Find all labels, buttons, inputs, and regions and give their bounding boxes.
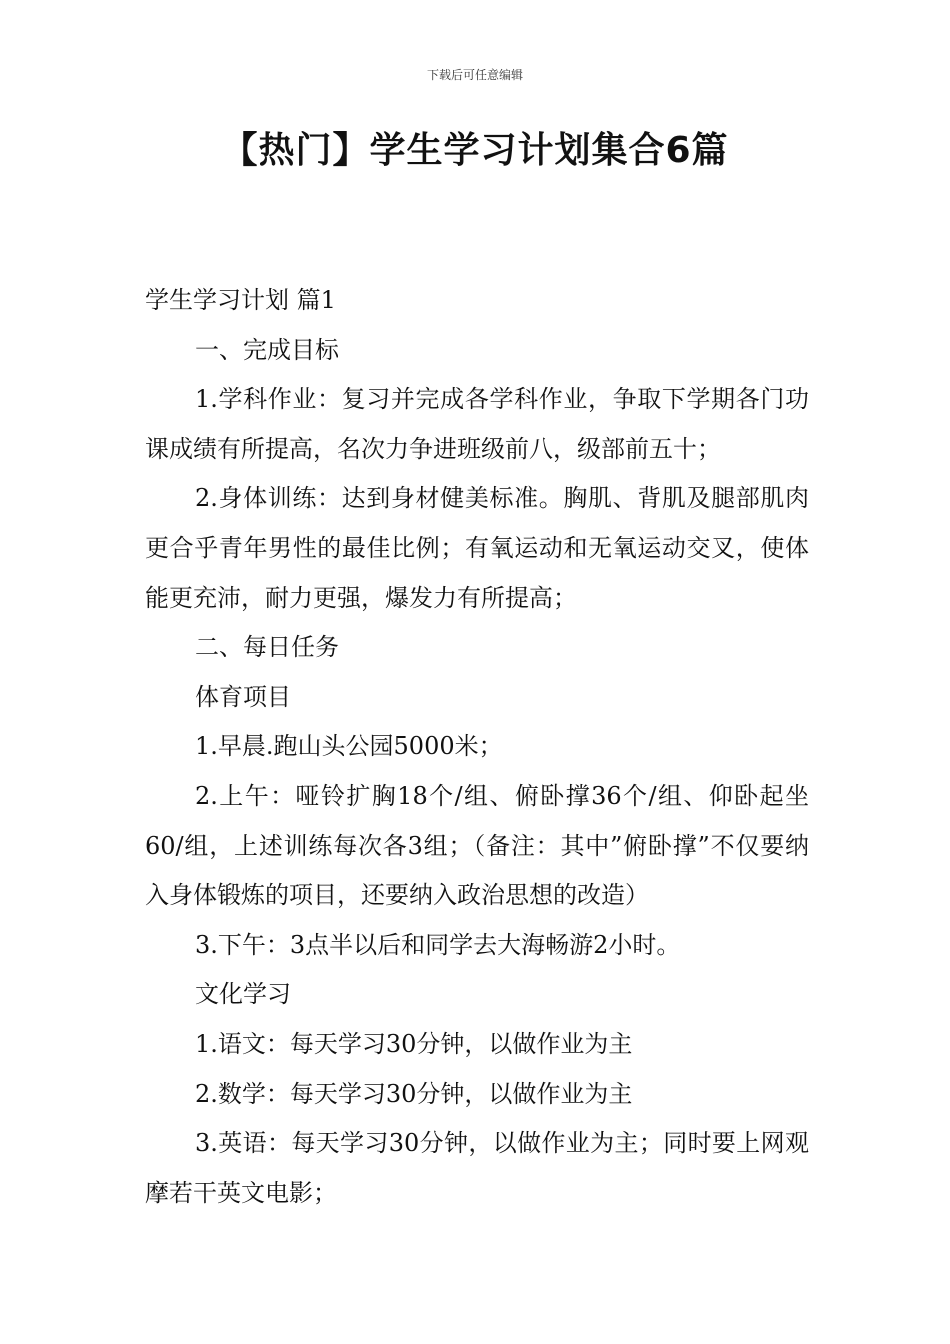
document-body bbox=[145, 276, 809, 1218]
paragraph-chinese: 1.语文：每天学习30分钟，以做作业为主 bbox=[195, 1029, 633, 1058]
paragraph-math: 2.数学：每天学习30分钟，以做作业为主 bbox=[195, 1079, 633, 1108]
section-heading: 学生学习计划 篇1 bbox=[145, 286, 336, 314]
document-title: 【热门】学生学习计划集合6篇 bbox=[221, 130, 729, 171]
paragraph-english: 3.英语：每天学习30分钟，以做作业为主；同时要上网观摩若干英文电影； bbox=[145, 1129, 809, 1207]
subheading-goals: 一、完成目标 bbox=[195, 335, 339, 364]
subheading-daily-tasks: 二、每日任务 bbox=[195, 633, 339, 662]
paragraph-training: 2.身体训练：达到身材健美标准。胸肌、背肌及腿部肌肉更合乎青年男性的最佳比例；有氧运动和无氧运动交叉，使体能更充沛，耐力更强，爆发力有所提高； bbox=[145, 484, 809, 612]
subheading-culture-study: 文化学习 bbox=[195, 980, 291, 1009]
paragraph-afternoon: 3.下午：3点半以后和同学去大海畅游2小时。 bbox=[195, 930, 681, 959]
header-note: 下载后可任意编辑 bbox=[426, 68, 523, 82]
paragraph-homework: 1.学科作业：复习并完成各学科作业，争取下学期各门功课成绩有所提高，名次力争进班级前八，级部前五十； bbox=[145, 385, 809, 463]
subheading-sports: 体育项目 bbox=[195, 682, 291, 711]
paragraph-morning: 1.早晨.跑山头公园5000米； bbox=[195, 732, 503, 761]
paragraph-forenoon: 2.上午：哑铃扩胸18个/组、俯卧撑36个/组、仰卧起坐60/组，上述训练每次各3组；（备注：其中”俯卧撑”不仅要纳入身体锻炼的项目，还要纳入政治思想的改造） bbox=[145, 781, 809, 910]
